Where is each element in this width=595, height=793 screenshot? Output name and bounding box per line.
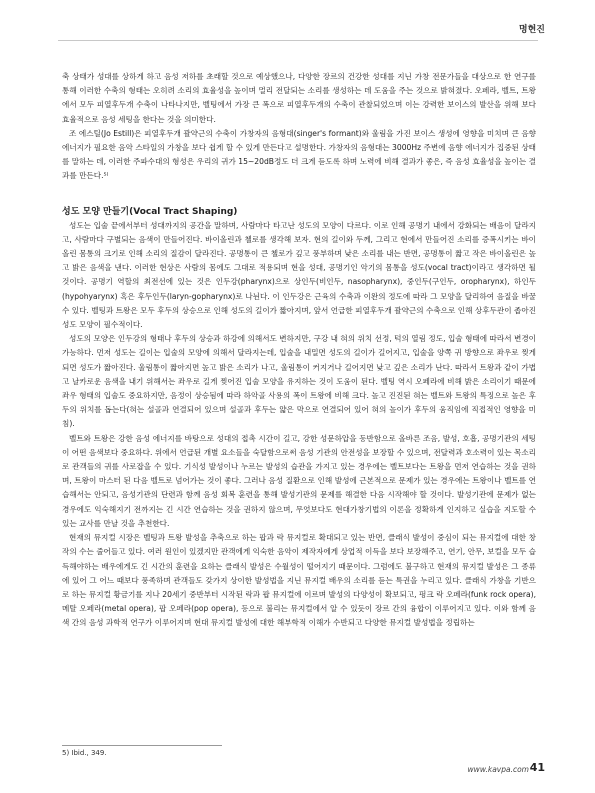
page-number: 41 [529,761,545,774]
paragraph: 성도의 모양은 인두강의 형태나 후두의 상승과 하강에 의해서도 변하지만, 구강 내 혀의 위치 선정, 턱의 열림 정도, 입술 형태에 따라서 변경이 가능하다. 먼저 성도는 길이는 입술의 모양에 의해서 달라지는데, 입술을 내밀면 성도의 길이가 길어지고, 입술을 양쪽 귀 방향으로 좌우로 찢게 되면 성도가 짧아진다. 울림통이 짧아지면 높고 밝은 소리가 나고, 울림통이 커지거나 길어지면 낮고 깊은 소리가 난다. 따라서 트왕과 같이 가볍고 날카로운 음색을 내기 위해서는 좌우로 길게 찢어진 입술 모양을 유지하는 것이 도움이 된다. 벨팅 역시 오페라에 비해 밝은 소리이기 때문에 좌우 형태의 입술도 중요하지만, 음정이 상승됨에 따라 하악골 사용의 폭이 트왕에 비해 크다. 높고 진진된 혀는 벨트와 트왕의 특징으로 높은 후두의 위치를 돕는다(혀는 설골과 연결되어 있으며 설골과 후두는 얇은 막으로 연결되어 있어 혀의 높이가 후두의 움직임에 직접적인 영향을 미침). [62,334,536,429]
paragraph: 벨트와 트왕은 강한 음성 에너지를 바탕으로 성대의 접촉 시간이 길고, 강한 성문하압을 동반함으로 올바른 조음, 발성, 호흡, 공명기관의 세팅이 어떤 음색보다 중요하다. 위에서 언급된 개별 요소들을 숙달함으로써 음성 기관의 안전성을 보장할 수 있으며, 전달력과 호소력이 있는 목소리로 관객들의 귀를 사로잡을 수 있다. 기식성 발성이나 누르는 발성의 습관을 가지고 있는 경우에는 벨트보다는 트왕을 먼저 연습하는 것을 권하며, 트왕이 마스터 된 다음 벨트로 넘어가는 것이 좋다. 그러나 음성 질환으로 인해 발성에 근본적으로 문제가 있는 경우에는 트왕이나 벨트를 연습해서는 안되고, 음성기관의 단련과 함께 음성 회복 훈련을 통해 발성기관의 문제를 해결한 다음 시작해야 할 것이다. 발성기관에 문제가 없는 경우에도 익숙해지기 전까지는 긴 시간 연습하는 것을 권하지 않으며, 무엇보다도 현대가창기법의 이론을 정확하게 인지하고 실습을 지도할 수 있는 교사를 만날 것을 추천한다. [62,433,536,528]
author-name: 명현진 [518,25,545,35]
paragraph: 축 상태가 성대를 상하게 하고 음성 저하를 초래할 것으로 예상했으나, 다양한 장르의 건강한 성대를 지닌 가창 전문가들을 대상으로 한 연구를 통해 이러한 수축의 형태는 오히려 소리의 효율성을 높이며 멀리 전달되는 소리를 생성하는 데 도움을 주는 것으로 밝혀졌다. 오페라, 벨트, 트왕에서 모두 피열후두개 수축이 나타나지만, 벨팅에서 가장 큰 폭으로 피열후두개의 수축이 관찰되었으며 이는 강력한 보이스의 발산을 위해 보다 효율적으로 음성 세팅을 한다는 것을 의미한다. [62,72,536,124]
article-body [62,70,536,631]
section-heading: 성도 모양 만들기(Vocal Tract Shaping) [62,206,238,217]
paragraph: 성도는 입술 끝에서부터 성대까지의 공간을 말하며, 사람마다 타고난 성도의 모양이 다르다. 이로 인해 공명기 내에서 강화되는 배음이 달라지고, 사람마다 구별되는 음색이 만들어진다. 바이올린과 첼로를 생각해 보자. 현의 길이와 두께, 그리고 현에서 만들어진 소리를 증폭시키는 바이올린 몸통의 크기로 인해 소리의 질감이 달라진다. 공명통이 큰 첼로가 깊고 풍부하며 낮은 소리를 내는 반면, 공명통이 짧고 작은 바이올린은 높고 밝은 음색을 낸다. 이러한 현상은 사람의 몸에도 그대로 적용되며 현을 성대, 공명기인 악기의 몸통을 성도(vocal tract)이라고 생각하면 될 것이다. 공명기 역할의 최전선에 있는 것은 인두강(pharynx)으로 상인두(비인두, nasopharynx), 중인두(구인두, oropharynx), 하인두(hypohyarynx) 혹은 후두인두(laryn-gopharynx)로 나뉜다. 이 인두강은 근육의 수축과 이완의 정도에 따라 그 모양을 달리하여 음질을 바꿀 수 있다. 벨팅과 트왕은 모두 후두의 상승으로 인해 성도의 길이가 짧아지며, 앞서 언급한 피열후두개 괄약근의 수축으로 인해 상후두관이 좁아진 성도 모양이 필수적이다. [62,220,536,330]
paragraph: 현재의 뮤지컬 시장은 벨팅과 트왕 발성을 추축으로 하는 팝과 락 뮤지컬로 확대되고 있는 반면, 클래식 발성이 중심이 되는 뮤지컬에 대한 창작의 수는 줄어들고 있다. 여러 원인이 있겠지만 관객에게 익숙한 음악이 제작자에게 상업적 이득을 보다 보장해주고, 연기, 안무, 보컬을 모두 습득해야하는 배우에게도 긴 시간의 훈련을 요하는 클래식 발성은 수월성이 떨어지기 때문이다. 그럼에도 불구하고 현재의 뮤지컬 발성은 그 종류에 있어 그 어느 때보다 풍족하며 관객들도 갖가지 상이한 발성법을 지닌 뮤지컬 배우의 소리를 듣는 특권을 누리고 있다. 클래식 가창을 기반으로 하는 뮤지컬 황금기를 지나 20세기 중반부터 시작된 락과 팝 뮤지컬에 이르며 발성의 다양성이 확보되고, 펑크 락 오페라(funk rock opera), 메탈 오페라(metal opera), 팝 오페라(pop opera), 등으로 불리는 뮤지컬에서 알 수 있듯이 장르 간의 융합이 이루어지고 있다. 이와 함께 음색 간의 음성 과학적 연구가 이루어지며 현대 뮤지컬 발성에 대한 해부학적 이해가 수반되고 다양한 뮤지컬 발성법을 정립하는 [62,533,536,628]
footnote-rule [62,745,222,746]
footer-url: www.kavpa.com [467,765,529,774]
footnote: 5) Ibid., 349. [62,749,107,757]
header-rule [58,40,538,41]
paragraph: 조 에스틸(Jo Estill)은 피열후두개 괄약근의 수축이 가창자의 음형대(singer's formant)와 울림을 가진 보이스 생성에 영향을 미치며 큰 음향 에너지가 필요한 음악 스타일의 가창을 보다 쉽게 할 수 있게 만든다고 설명한다. 가창자의 음형대는 3000Hz 주변에 음향 에너지가 집중된 상태를 말하는 데, 이러한 주파수대의 형성은 우리의 귀가 15~20dB정도 더 크게 듣도록 하며 노력에 비해 결과가 좋은, 즉 음성 효율성을 높이는 결과를 만든다.⁵⁾ [62,128,536,181]
